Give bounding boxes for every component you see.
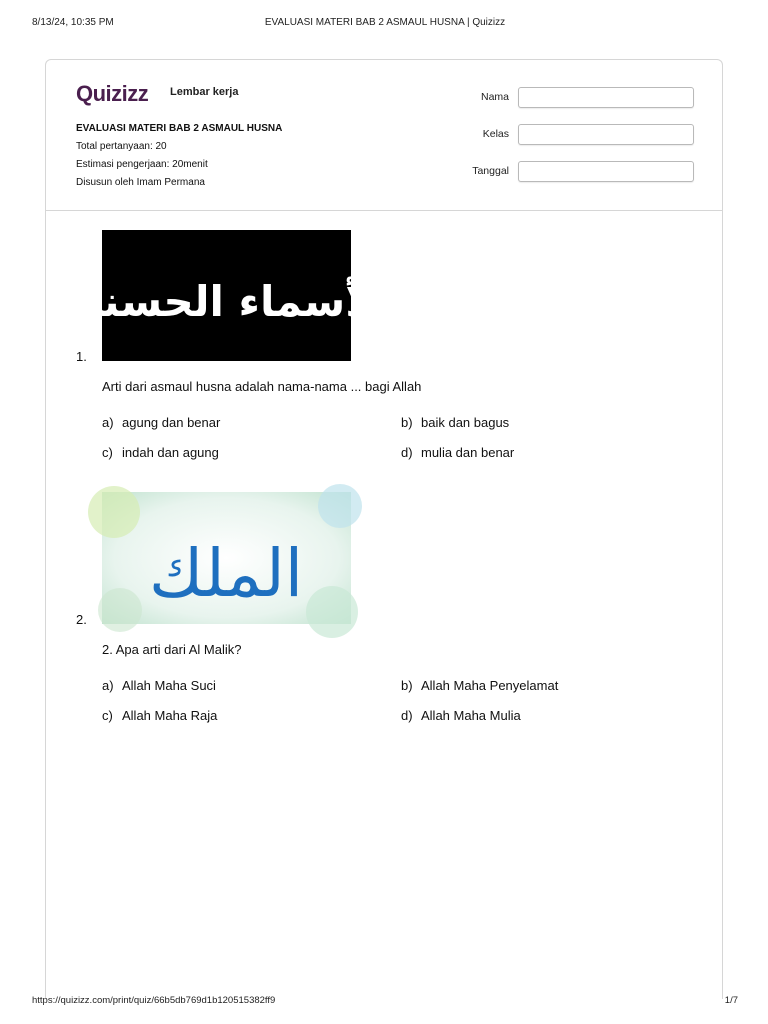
estimated-time: Estimasi pengerjaan: 20menit xyxy=(76,159,208,170)
asmaul-husna-calligraphy: الأسماء الحسنى xyxy=(61,277,391,326)
question-image xyxy=(102,492,351,624)
option-text: Allah Maha Raja xyxy=(122,708,218,723)
question-text: Arti dari asmaul husna adalah nama-nama ... bagi Allah xyxy=(102,379,422,394)
option-a xyxy=(102,415,220,430)
total-questions: Total pertanyaan: 20 xyxy=(76,141,167,152)
question-image xyxy=(61,230,391,361)
quiz-meta xyxy=(76,120,282,192)
option-letter: d) xyxy=(401,708,413,723)
date-field[interactable] xyxy=(518,161,694,182)
option-letter: a) xyxy=(102,678,114,693)
option-d xyxy=(401,445,514,460)
option-text: mulia dan benar xyxy=(421,445,515,460)
class-field[interactable] xyxy=(518,124,694,145)
option-text: indah dan agung xyxy=(122,445,219,460)
al-malik-calligraphy: الملك xyxy=(148,535,304,612)
option-text: agung dan benar xyxy=(122,415,221,430)
option-d xyxy=(401,708,521,723)
option-letter: b) xyxy=(401,415,413,430)
option-letter: d) xyxy=(401,445,413,460)
logo-text: Quizizz xyxy=(76,81,149,106)
sheet-type-label: Lembar kerja xyxy=(170,86,239,98)
option-b xyxy=(401,415,509,430)
option-a xyxy=(102,678,216,693)
print-url: https://quizizz.com/print/quiz/66b5db769d1b120515382ff9 xyxy=(32,995,276,1006)
class-label: Kelas xyxy=(482,128,509,140)
option-letter: a) xyxy=(102,415,114,430)
option-letter: c) xyxy=(102,708,113,723)
option-text: Allah Maha Penyelamat xyxy=(421,678,559,693)
print-title: EVALUASI MATERI BAB 2 ASMAUL HUSNA | Quizizz xyxy=(264,17,506,28)
quizizz-logo xyxy=(76,80,164,106)
option-c xyxy=(102,445,219,460)
option-letter: c) xyxy=(102,445,113,460)
option-text: Allah Maha Mulia xyxy=(421,708,521,723)
question-number: 1. xyxy=(76,349,87,364)
question-text: 2. Apa arti dari Al Malik? xyxy=(102,642,242,657)
print-header xyxy=(32,17,738,31)
option-b xyxy=(401,678,558,693)
name-label: Nama xyxy=(480,91,509,103)
option-text: baik dan bagus xyxy=(421,415,510,430)
worksheet-header xyxy=(46,60,722,211)
print-datetime: 8/13/24, 10:35 PM xyxy=(32,17,114,28)
print-footer xyxy=(32,995,738,1009)
author: Disusun oleh Imam Permana xyxy=(76,177,205,188)
option-c xyxy=(102,708,217,723)
quiz-title: EVALUASI MATERI BAB 2 ASMAUL HUSNA xyxy=(76,123,283,134)
question-number: 2. xyxy=(76,612,87,627)
page-number: 1/7 xyxy=(724,995,738,1006)
name-field[interactable] xyxy=(518,87,694,108)
option-letter: b) xyxy=(401,678,413,693)
date-label: Tanggal xyxy=(472,165,509,177)
option-text: Allah Maha Suci xyxy=(122,678,216,693)
